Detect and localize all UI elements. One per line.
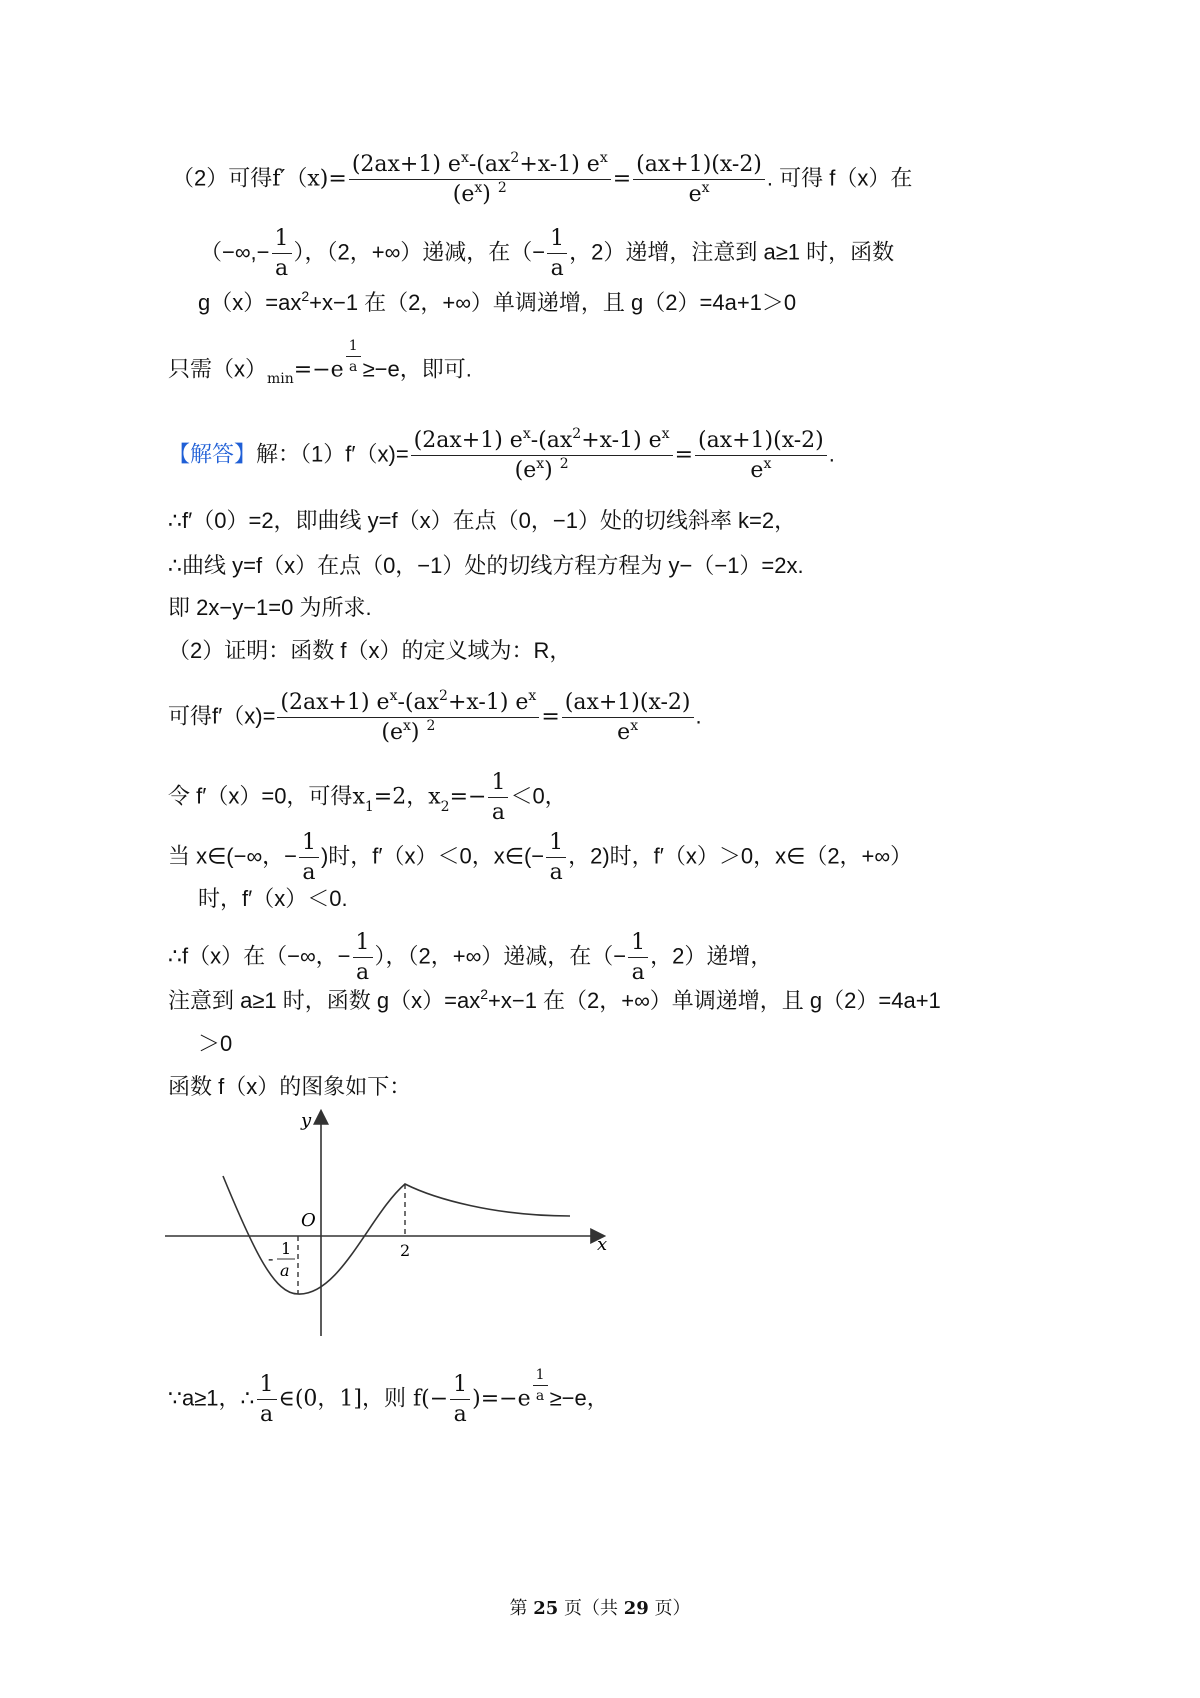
tick-label-neg: -: [268, 1249, 274, 1268]
text-line-i: ∴f（x）在（−∞，− $\frac{1}{a}$ ），（2，+∞）递减，在（− $\frac{1}{a}$ ，2）递增，: [168, 930, 773, 986]
text-line-a: ∴f′（0）=2，即曲线 y=f（x）在点（0，−1）处的切线斜率 k=2，: [168, 508, 797, 533]
derivative-fraction: $\frac{(2ax+1) e^x-(ax^2+x-1) e^x}{(e^x) ^2}$: [349, 152, 611, 208]
answer-line: 【解答】解：（1）f′（x)= $\frac{(2ax+1) e^x-(ax^2+x-1) e^x}{(e^x) ^2}$ = $\frac{(ax+1)(x-2)}{e^x}$ .: [168, 426, 835, 484]
text-line-b: ∴曲线 y=f（x）在点（0，−1）处的切线方程方程为 y−（−1）=2x.: [168, 553, 804, 578]
text-line-g: 当 x∈(−∞，− $\frac{1}{a}$ )时，f′（x）＜0，x∈(− $\frac{1}{a}$ ，2)时，f′（x）＞0，x∈（2，+∞）: [168, 830, 913, 886]
tick-label-num: 1: [281, 1239, 292, 1258]
text-line-m: ∵a≥1，∴ $\frac{1}{a}$ ∈(0，1]，则 f(− $\frac{1}{a}$ )=−e $\frac{1}{a}$ ≥−e，: [168, 1367, 609, 1428]
text-line-h: 时，f′（x）＜0.: [198, 886, 348, 911]
tick-label-2: 2: [400, 1241, 411, 1260]
page-footer: 第 25 页（共 29 页）: [509, 1598, 691, 1619]
text-line-c: 即 2x−y−1=0 为所求.: [168, 595, 372, 620]
origin-label: O: [301, 1210, 316, 1231]
function-graph: [165, 1104, 625, 1344]
simplified-fraction: $\frac{(ax+1)(x-2)}{e^x}$: [633, 152, 765, 208]
text-line-l: 函数 f（x）的图象如下：: [168, 1074, 412, 1099]
tick-label-den: a: [280, 1261, 290, 1280]
text-line-f: 令 f′（x）=0，可得$x_1=2$，$x_2=-$ $\frac{1}{a}$ ＜0，: [168, 770, 567, 826]
y-axis-label: y: [301, 1110, 312, 1131]
hint-derivative-line: （2）可得f′（x)= $\frac{(2ax+1) e^x-(ax^2+x-1) e^x}{(e^x) ^2}$ = $\frac{(ax+1)(x-2)}{e^x}$ . 可得 f（x）在: [172, 150, 913, 208]
text-line-k: ＞0: [198, 1031, 233, 1056]
x-axis-label: x: [597, 1234, 608, 1255]
hint-g-line: $g(x)=ax^2+x-1$ 在（2，+∞）单调递增，且 g（2）=4a+1＞0: [198, 288, 797, 315]
hint-interval-line: （−∞,− $\frac{1}{a}$ ），（2，+∞）递减，在（− $\frac{1}{a}$ ，2）递增，注意到 a≥1 时，函数: [200, 226, 895, 282]
answer-tag: 【解答】: [168, 441, 257, 467]
text-line-e: 可得f′（x)= $\frac{(2ax+1) e^x-(ax^2+x-1) e^x}{(e^x) ^2}$ = $\frac{(ax+1)(x-2)}{e^x}$ .: [168, 688, 702, 746]
hint-min-line: 只需$(x)_{min}=-e$ $\frac{1}{a}$ ≥−e，即可.: [168, 338, 472, 388]
page-number: 25: [533, 1598, 559, 1619]
page-total: 29: [623, 1598, 649, 1619]
text-line-d: （2）证明：函数 f（x）的定义域为：R，: [168, 638, 572, 663]
text-line-j: 注意到 a≥1 时，函数 $g(x)=ax^2+x-1$ 在（2，+∞）单调递增，且 g（2）=4a+1: [168, 986, 941, 1013]
function-curve: [223, 1176, 570, 1294]
